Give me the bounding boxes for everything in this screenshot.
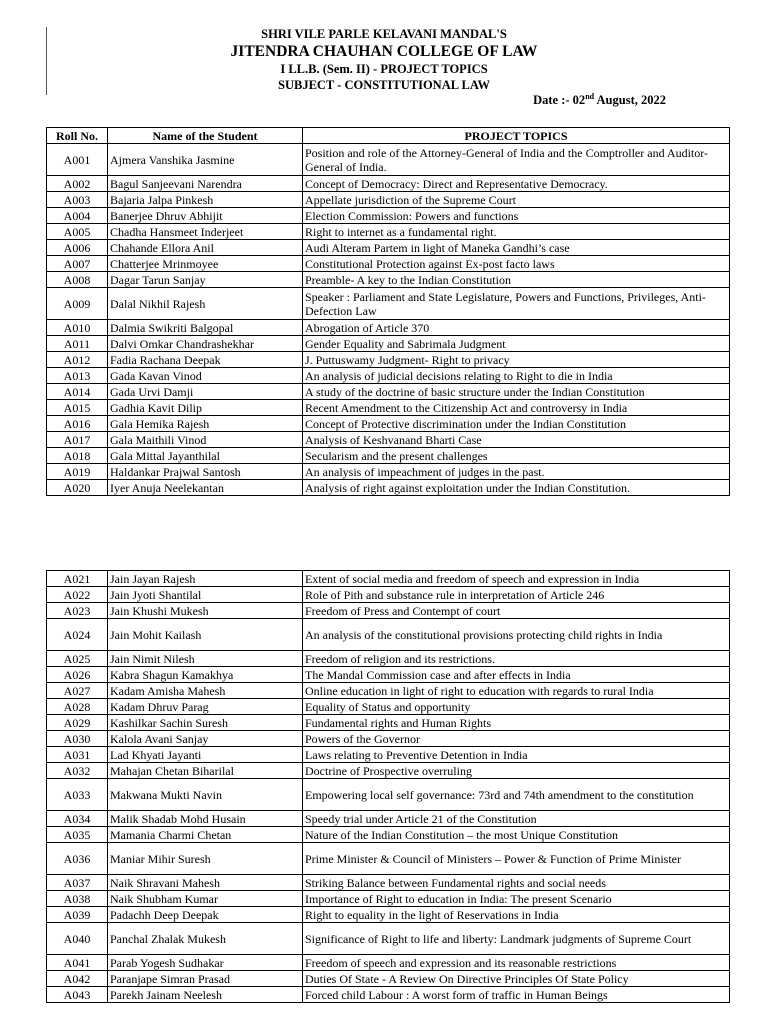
student-name-cell: Chatterjee Mrinmoyee <box>108 256 303 272</box>
roll-no-cell: A010 <box>47 320 108 336</box>
roll-no-cell: A027 <box>47 683 108 699</box>
roll-no-cell: A042 <box>47 971 108 987</box>
project-topic-cell: Empowering local self governance: 73rd and 74th amendment to the constitution <box>303 779 730 811</box>
student-name-cell: Gada Kavan Vinod <box>108 368 303 384</box>
roll-no-cell: A009 <box>47 288 108 320</box>
project-topic-cell: Preamble- A key to the Indian Constitution <box>303 272 730 288</box>
roll-no-cell: A005 <box>47 224 108 240</box>
roll-no-cell: A008 <box>47 272 108 288</box>
student-name-cell: Jain Jyoti Shantilal <box>108 587 303 603</box>
project-topic-cell: Appellate jurisdiction of the Supreme Court <box>303 192 730 208</box>
project-topic-cell: Analysis of Keshvanand Bharti Case <box>303 432 730 448</box>
project-topic-cell: Significance of Right to life and liberty: Landmark judgments of Supreme Court <box>303 923 730 955</box>
student-name-cell: Panchal Zhalak Mukesh <box>108 923 303 955</box>
student-name-cell: Malik Shadab Mohd Husain <box>108 811 303 827</box>
student-name-cell: Maniar Mihir Suresh <box>108 843 303 875</box>
student-name-cell: Kalola Avani Sanjay <box>108 731 303 747</box>
student-name-cell: Gadhia Kavit Dilip <box>108 400 303 416</box>
roll-no-cell: A011 <box>47 336 108 352</box>
roll-no-cell: A036 <box>47 843 108 875</box>
table-row <box>47 875 730 891</box>
column-header-roll: Roll No. <box>47 128 108 144</box>
project-topic-cell: Equality of Status and opportunity <box>303 699 730 715</box>
student-name-cell: Parekh Jainam Neelesh <box>108 987 303 1003</box>
table-row <box>47 480 730 496</box>
table-row <box>47 208 730 224</box>
roll-no-cell: A024 <box>47 619 108 651</box>
table-row <box>47 907 730 923</box>
roll-no-cell: A022 <box>47 587 108 603</box>
project-topic-cell: Online education in light of right to education with regards to rural India <box>303 683 730 699</box>
student-name-cell: Chadha Hansmeet Inderjeet <box>108 224 303 240</box>
student-name-cell: Dalmia Swikriti Balgopal <box>108 320 303 336</box>
table-row <box>47 416 730 432</box>
student-name-cell: Iyer Anuja Neelekantan <box>108 480 303 496</box>
project-topic-cell: Concept of Democracy: Direct and Representative Democracy. <box>303 176 730 192</box>
project-topic-cell: Freedom of speech and expression and its reasonable restrictions <box>303 955 730 971</box>
roll-no-cell: A034 <box>47 811 108 827</box>
student-name-cell: Fadia Rachana Deepak <box>108 352 303 368</box>
project-topic-cell: Fundamental rights and Human Rights <box>303 715 730 731</box>
table-row <box>47 747 730 763</box>
student-name-cell: Kabra Shagun Kamakhya <box>108 667 303 683</box>
table-row <box>47 731 730 747</box>
student-name-cell: Dalal Nikhil Rajesh <box>108 288 303 320</box>
project-topic-cell: Secularism and the present challenges <box>303 448 730 464</box>
project-topic-cell: Doctrine of Prospective overruling <box>303 763 730 779</box>
project-topic-cell: The Mandal Commission case and after effects in India <box>303 667 730 683</box>
project-topic-cell: Gender Equality and Sabrimala Judgment <box>303 336 730 352</box>
table-row <box>47 715 730 731</box>
student-name-cell: Kashilkar Sachin Suresh <box>108 715 303 731</box>
roll-no-cell: A007 <box>47 256 108 272</box>
project-topic-cell: Recent Amendment to the Citizenship Act and controversy in India <box>303 400 730 416</box>
student-name-cell: Naik Shubham Kumar <box>108 891 303 907</box>
roll-no-cell: A023 <box>47 603 108 619</box>
date-suffix: August, 2022 <box>594 93 666 107</box>
project-topic-cell: Speedy trial under Article 21 of the Constitution <box>303 811 730 827</box>
college-name: JITENDRA CHAUHAN COLLEGE OF LAW <box>230 43 538 60</box>
roll-no-cell: A020 <box>47 480 108 496</box>
project-topics-table-1 <box>46 127 730 496</box>
table-row <box>47 384 730 400</box>
roll-no-cell: A014 <box>47 384 108 400</box>
table-row <box>47 192 730 208</box>
student-name-cell: Mamania Charmi Chetan <box>108 827 303 843</box>
project-topic-cell: An analysis of the constitutional provisions protecting child rights in India <box>303 619 730 651</box>
roll-no-cell: A031 <box>47 747 108 763</box>
project-topic-cell: Prime Minister & Council of Ministers – Power & Function of Prime Minister <box>303 843 730 875</box>
roll-no-cell: A035 <box>47 827 108 843</box>
table-row <box>47 811 730 827</box>
table-row <box>47 571 730 587</box>
table-row <box>47 763 730 779</box>
project-topic-cell: Speaker : Parliament and State Legislature, Powers and Functions, Privileges, Anti-Defection Law <box>303 288 730 320</box>
date-prefix: Date :- 02 <box>533 93 586 107</box>
student-name-cell: Bagul Sanjeevani Narendra <box>108 176 303 192</box>
table-row <box>47 843 730 875</box>
roll-no-cell: A018 <box>47 448 108 464</box>
table-row <box>47 464 730 480</box>
project-topic-cell: Audi Alteram Partem in light of Maneka Gandhi’s case <box>303 240 730 256</box>
roll-no-cell: A001 <box>47 144 108 176</box>
project-topic-cell: Role of Pith and substance rule in interpretation of Article 246 <box>303 587 730 603</box>
table-row <box>47 144 730 176</box>
roll-no-cell: A013 <box>47 368 108 384</box>
document-header <box>0 26 768 93</box>
project-topic-cell: J. Puttuswamy Judgment- Right to privacy <box>303 352 730 368</box>
column-header-topic: PROJECT TOPICS <box>303 128 730 144</box>
table-row <box>47 651 730 667</box>
table-row <box>47 432 730 448</box>
table-row <box>47 272 730 288</box>
roll-no-cell: A040 <box>47 923 108 955</box>
roll-no-cell: A032 <box>47 763 108 779</box>
project-topic-cell: An analysis of judicial decisions relating to Right to die in India <box>303 368 730 384</box>
trust-name: SHRI VILE PARLE KELAVANI MANDAL'S <box>261 27 507 41</box>
date-superscript: nd <box>585 92 595 101</box>
table-row <box>47 448 730 464</box>
student-name-cell: Lad Khyati Jayanti <box>108 747 303 763</box>
student-name-cell: Ajmera Vanshika Jasmine <box>108 144 303 176</box>
student-name-cell: Mahajan Chetan Biharilal <box>108 763 303 779</box>
roll-no-cell: A017 <box>47 432 108 448</box>
student-name-cell: Makwana Mukti Navin <box>108 779 303 811</box>
table-row <box>47 779 730 811</box>
project-topic-cell: A study of the doctrine of basic structure under the Indian Constitution <box>303 384 730 400</box>
roll-no-cell: A004 <box>47 208 108 224</box>
table-row <box>47 288 730 320</box>
roll-no-cell: A033 <box>47 779 108 811</box>
project-topics-table-2 <box>46 570 730 1003</box>
roll-no-cell: A015 <box>47 400 108 416</box>
student-name-cell: Gada Urvi Damji <box>108 384 303 400</box>
project-topic-cell: An analysis of impeachment of judges in the past. <box>303 464 730 480</box>
student-name-cell: Parab Yogesh Sudhakar <box>108 955 303 971</box>
project-topic-cell: Forced child Labour : A worst form of traffic in Human Beings <box>303 987 730 1003</box>
table-row <box>47 827 730 843</box>
roll-no-cell: A002 <box>47 176 108 192</box>
table-row <box>47 256 730 272</box>
table-row <box>47 176 730 192</box>
table-row <box>47 400 730 416</box>
project-topic-cell: Right to equality in the light of Reservations in India <box>303 907 730 923</box>
table-row <box>47 336 730 352</box>
student-name-cell: Kadam Dhruv Parag <box>108 699 303 715</box>
table-row <box>47 683 730 699</box>
table-row <box>47 987 730 1003</box>
roll-no-cell: A025 <box>47 651 108 667</box>
student-name-cell: Gala Maithili Vinod <box>108 432 303 448</box>
roll-no-cell: A012 <box>47 352 108 368</box>
project-topic-cell: Concept of Protective discrimination under the Indian Constitution <box>303 416 730 432</box>
student-name-cell: Banerjee Dhruv Abhijit <box>108 208 303 224</box>
roll-no-cell: A039 <box>47 907 108 923</box>
student-name-cell: Haldankar Prajwal Santosh <box>108 464 303 480</box>
project-topic-cell: Striking Balance between Fundamental rights and social needs <box>303 875 730 891</box>
table-row <box>47 587 730 603</box>
table-row <box>47 603 730 619</box>
project-topic-cell: Analysis of right against exploitation under the Indian Constitution. <box>303 480 730 496</box>
project-topic-cell: Position and role of the Attorney-General of India and the Comptroller and Auditor-General of India. <box>303 144 730 176</box>
table-header-row <box>47 128 730 144</box>
document-date <box>533 93 666 108</box>
project-topic-cell: Election Commission: Powers and functions <box>303 208 730 224</box>
student-name-cell: Padachh Deep Deepak <box>108 907 303 923</box>
table-row <box>47 955 730 971</box>
student-name-cell: Jain Khushi Mukesh <box>108 603 303 619</box>
project-topic-cell: Freedom of religion and its restrictions. <box>303 651 730 667</box>
table-row <box>47 923 730 955</box>
student-name-cell: Chahande Ellora Anil <box>108 240 303 256</box>
roll-no-cell: A029 <box>47 715 108 731</box>
table-row <box>47 667 730 683</box>
student-name-cell: Gala Mittal Jayanthilal <box>108 448 303 464</box>
student-name-cell: Jain Nimit Nilesh <box>108 651 303 667</box>
table-row <box>47 699 730 715</box>
student-name-cell: Jain Jayan Rajesh <box>108 571 303 587</box>
project-topic-cell: Constitutional Protection against Ex-post facto laws <box>303 256 730 272</box>
project-topic-cell: Nature of the Indian Constitution – the most Unique Constitution <box>303 827 730 843</box>
subject-title: SUBJECT - CONSTITUTIONAL LAW <box>278 78 490 92</box>
roll-no-cell: A043 <box>47 987 108 1003</box>
student-name-cell: Paranjape Simran Prasad <box>108 971 303 987</box>
column-header-name: Name of the Student <box>108 128 303 144</box>
project-topic-cell: Powers of the Governor <box>303 731 730 747</box>
project-topic-cell: Right to internet as a fundamental right. <box>303 224 730 240</box>
table-row <box>47 240 730 256</box>
student-name-cell: Dagar Tarun Sanjay <box>108 272 303 288</box>
roll-no-cell: A028 <box>47 699 108 715</box>
student-name-cell: Bajaria Jalpa Pinkesh <box>108 192 303 208</box>
table-row <box>47 619 730 651</box>
roll-no-cell: A019 <box>47 464 108 480</box>
roll-no-cell: A021 <box>47 571 108 587</box>
table-row <box>47 352 730 368</box>
project-topic-cell: Importance of Right to education in India: The present Scenario <box>303 891 730 907</box>
project-topic-cell: Freedom of Press and Contempt of court <box>303 603 730 619</box>
roll-no-cell: A016 <box>47 416 108 432</box>
project-topic-cell: Laws relating to Preventive Detention in India <box>303 747 730 763</box>
table-row <box>47 368 730 384</box>
project-topic-cell: Extent of social media and freedom of speech and expression in India <box>303 571 730 587</box>
table-row <box>47 891 730 907</box>
course-title: I LL.B. (Sem. II) - PROJECT TOPICS <box>280 62 488 76</box>
roll-no-cell: A026 <box>47 667 108 683</box>
table-row <box>47 971 730 987</box>
table-row <box>47 320 730 336</box>
student-name-cell: Dalvi Omkar Chandrashekhar <box>108 336 303 352</box>
roll-no-cell: A041 <box>47 955 108 971</box>
roll-no-cell: A006 <box>47 240 108 256</box>
student-name-cell: Gala Hemika Rajesh <box>108 416 303 432</box>
roll-no-cell: A038 <box>47 891 108 907</box>
table-row <box>47 224 730 240</box>
roll-no-cell: A037 <box>47 875 108 891</box>
roll-no-cell: A030 <box>47 731 108 747</box>
roll-no-cell: A003 <box>47 192 108 208</box>
student-name-cell: Kadam Amisha Mahesh <box>108 683 303 699</box>
student-name-cell: Naik Shravani Mahesh <box>108 875 303 891</box>
student-name-cell: Jain Mohit Kailash <box>108 619 303 651</box>
project-topic-cell: Duties Of State - A Review On Directive Principles Of State Policy <box>303 971 730 987</box>
project-topic-cell: Abrogation of Article 370 <box>303 320 730 336</box>
